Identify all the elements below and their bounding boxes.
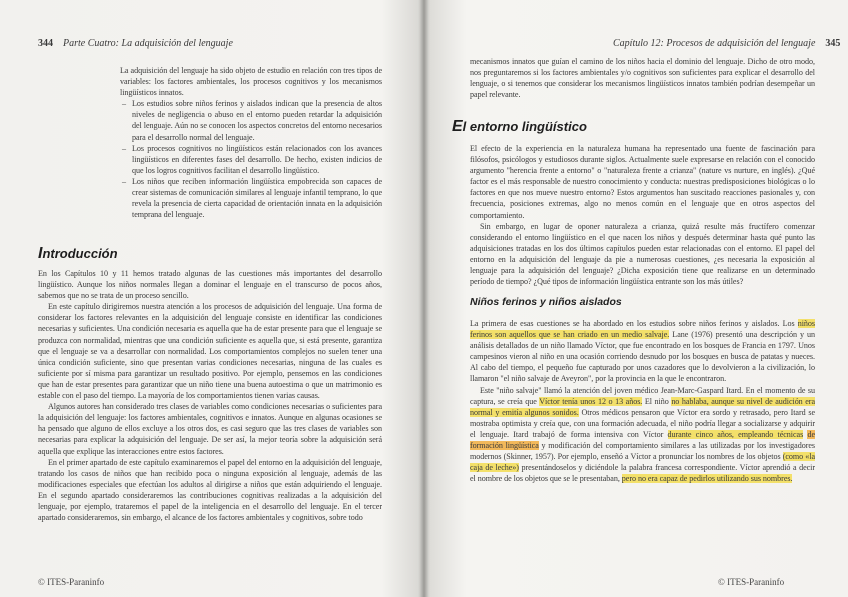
right-footer: © ITES-Paraninfo [718, 577, 785, 587]
left-running-head-title: Parte Cuatro: La adquisición del lenguaje [63, 38, 233, 49]
highlighted-text: pero no era capaz de pedirlos utilizando sus nombres. [621, 474, 793, 484]
entorno-paragraph: El efecto de la experiencia en la naturaleza humana ha representado una fuente de fascinación para filósofos, psicólogos y estudiosos durante siglos. Actualmente suele expresarse en relación con el conocido argumento "herencia frente a entorno" o "naturaleza frente a crianza" (nature vs nurture, en inglés). ¿Qué factor es el más responsable de nuestro conocimiento y conducta: nuestras predisposiciones biológicas o lo factores en que nos mueve nuestro entorno? Estos argumentos han suscitado reacciones pasionales y, con frecuencia, posiciones extremas, algo no menos común en el lenguaje que en otros aspectos del comportamiento. [470, 144, 815, 220]
highlighted-text: (como «la caja de leche») [470, 452, 815, 473]
ferinos-paragraph-1 [470, 318, 815, 385]
left-footer: © ITES-Paraninfo [38, 577, 105, 587]
section-heading-introduccion [38, 245, 118, 263]
intro-paragraph: En este capítulo dirigiremos nuestra atención a los procesos de adquisición del lenguaje. Una forma de considerar los factores relevantes en la adquisición del lenguaje consiste en identificar las condiciones necesarias y suficientes. Una condición necesaria es aquella que ha de estar presente para que el lenguaje se produzca con normalidad, mientras que una condición suficiente es aquella que, si está presente, garantiza que el lenguaje se va a desarrollar con normalidad. Los comportamientos complejos no suelen tener una única condición suficiente, sino que presentan varias condiciones necesarias, ninguna de las cuales es suficiente por sí misma para garantizar un resultado positivo. Por ejemplo, pensemos en las condiciones que han de estar presentes para garantizar que un niño tiene una buena autoestima o que un matrimonio es estable con el paso del tiempo. La mayoría de los comportamientos tienen varias causas. [38, 302, 382, 401]
summary-list [120, 98, 382, 220]
heading-rest: l entorno lingüístico [462, 119, 587, 134]
summary-block [120, 65, 382, 220]
highlighted-text: durante cinco años, empleando técnicas [667, 429, 804, 439]
text-run: Otros médicos pensaron que Víctor era sordo y retrasado, pero Itard se mostraba optimista y creía que, con una formación adecuada, el niño podría llegar a socializarse y adquirir el lenguaje. Itard trabajó de forma intensiva con Víctor [470, 407, 816, 439]
ferinos-body [470, 318, 815, 484]
right-page [428, 0, 848, 597]
text-run: presentándoselos y diciéndole la palabra francesa correspondiente. Víctor aprendió a decir el nombre de los objetos que se le presentaban, [470, 463, 815, 484]
ferinos-paragraph-2 [470, 385, 815, 485]
heading-initial: E [452, 118, 463, 135]
right-top-block [470, 56, 815, 100]
intro-paragraph: En el primer apartado de este capítulo examinaremos el papel del entorno en la adquisición del lenguaje, tratando los casos de niños que han recibido poca o ninguna exposición al lenguaje, además de las modificaciones especiales que efectúan los adultos al dirigirse a niños que están adquiriendo el lenguaje. En el segundo apartado consideraremos las contribuciones cognitivas realizadas a la adquisición del lenguaje, por ejemplo, trataremos el papel de la inteligencia en el desarrollo del lenguaje. En el tercer apartado consideraremos, sin embargo, el alcance de los factores ambientales y cognitivos, sobre todo [38, 457, 382, 523]
summary-paragraph: La adquisición del lenguaje ha sido objeto de estudio en relación con tres tipos de variables: los factores ambientales, los procesos cognitivos y los mecanismos lingüísticos innatos. [120, 66, 382, 98]
right-running-head-title: Capítulo 12: Procesos de adquisición del lenguaje [613, 38, 816, 49]
text-run: y modificación del comportamiento similares a las utilizadas por los investigadores modernos (Skinner, 1957). Por ejemplo, enseñó a Víctor a pronunciar los nombres de los objetos [470, 441, 816, 462]
right-page-number: 345 [825, 38, 841, 49]
text-run: Este "niño salvaje" llamó la atención del joven médico Jean-Marc-Gaspard Itard. En el momento de su captura, se creía que [470, 385, 815, 406]
highlighted-text: no hablaba, aunque su nivel de audición era normal y emitía algunos sonidos. [470, 396, 815, 417]
intro-paragraph: En los Capítulos 10 y 11 hemos tratado algunas de las cuestiones más importantes del desarrollo lingüístico. Aunque los niños normales llegan a dominar el lenguaje en el transcurso de pocos años, sabemos que no se trata de un proceso sencillo. [38, 269, 382, 301]
intro-paragraph: Algunos autores han considerado tres clases de variables como condiciones necesarias o suficientes para la adquisición del lenguaje: los factores ambientales, cognitivos e innatos. Aunque en algunas ocasiones se ha pensado que alguno de ellos excluye a los otros dos, es casi seguro que las tres clases de variables son necesarias para explicar la adquisición del lenguaje. De ser así, la mejor teoría sobre la adquisición será aquella que explique las interacciones entre estos factores. [38, 402, 382, 456]
entorno-paragraph: Sin embargo, en lugar de oponer naturaleza a crianza, quizá resulte más fructífero comenzar considerando el entorno lingüístico en el que nacen los niños y después determinar hasta qué punto las adquisiciones tratadas en los dos últimos capítulos pueden estar relacionadas con el entorno. El papel del entorno en la adquisición del lenguaje da pie a numerosas cuestiones, ¿es necesaria la exposición al lenguaje para la adquisición del lenguaje? ¿Dicha exposición tiene que realizarse en un determinado período de tiempo? ¿Qué tipos de información lingüística entrante son los más útiles? [470, 221, 815, 287]
summary-bullet: – Los procesos cognitivos no lingüísticos están relacionados con los avances lingüísticos en diferentes fases del desarrollo. De hecho, existen indicios de que los logros cognitivos facilitan el desarrollo lingüístico. [132, 143, 382, 176]
entorno-body [470, 143, 815, 287]
heading-initial: I [38, 245, 43, 262]
left-page [0, 0, 420, 597]
intro-body [38, 268, 382, 523]
summary-bullet: – Los niños que reciben información lingüística empobrecida son capaces de crear sistemas de comunicación similares al lenguaje infantil temprano, lo que revela la presencia de cierta capacidad de orientación innata en la adquisición temprana del lenguaje. [132, 176, 382, 220]
text-run: Lane (1976) presentó una descripción y un análisis detallados de un niño llamado Víctor, que fue encontrado en los bosques de Francia en 1797. Unos campesinos vieron al niño en una ocasión corriendo desnudo por los bosques en busca de patatas y nueces. Al cabo del tiempo, el pequeño fue capturado por unos cazadores que lo devolvieron a la civilización, lo llamaron "el niño salvaje de Aveyron", por la provincia en la que le encontraron. [470, 330, 816, 384]
left-running-head [38, 38, 233, 49]
heading-rest: ntroducción [42, 246, 118, 261]
continuation-paragraph: mecanismos innatos que guían el camino de los niños hacia el dominio del lenguaje. Dicho de otro modo, nos preguntaremos si los factores ambientales y/o cognitivos son suficientes para explicar el desarrollo del lenguaje, o si tenemos que considerar los mecanismos lingüísticos innatos también podrían desempeñar un papel relevante. [470, 57, 815, 100]
section-heading-entorno [452, 118, 587, 136]
highlighted-text: Víctor tenía unos 12 o 13 años. [539, 396, 643, 406]
text-run: El niño [642, 396, 672, 406]
highlighted-text: niños ferinos son aquellos que se han criado en un medio salvaje. [470, 319, 815, 340]
right-running-head [613, 38, 840, 49]
subheading-ninos-ferinos: Niños ferinos y niños aislados [470, 296, 622, 308]
summary-bullet: – Los estudios sobre niños ferinos y aislados indican que la presencia de altos niveles de negligencia o abuso en el entorno pueden retardar la adquisición del lenguaje. Aún no se conocen los aspectos concretos del entorno necesarios para el desarrollo normal del lenguaje. [132, 98, 382, 142]
left-page-number: 344 [38, 38, 53, 49]
highlighted-text: de formación lingüística [470, 429, 815, 451]
text-run: La primera de esas cuestiones se ha abordado en los estudios sobre niños ferinos y aislados. Los [470, 319, 798, 328]
